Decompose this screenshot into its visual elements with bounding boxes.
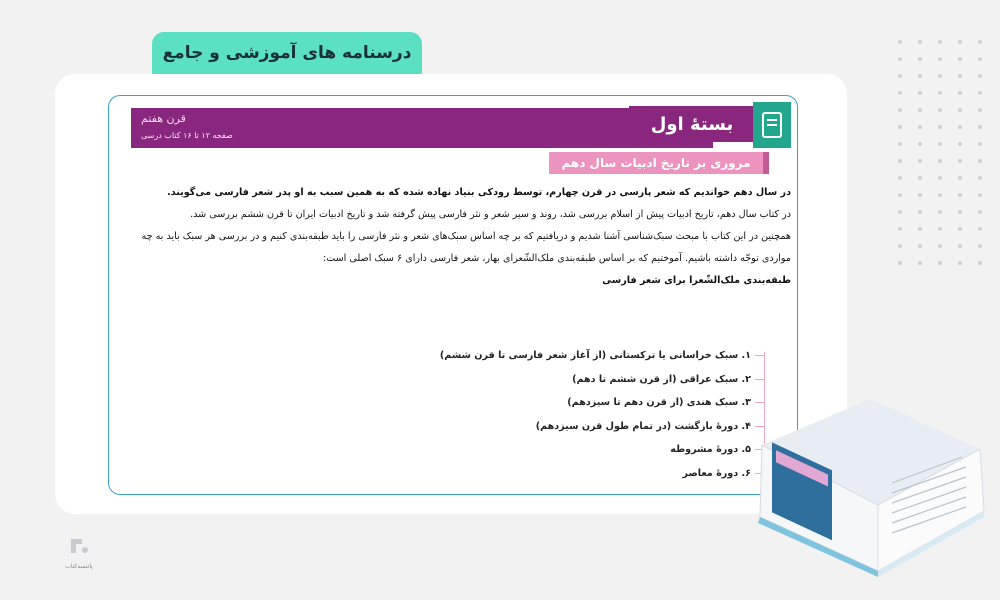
styles-list [377, 344, 757, 485]
list-item: ۲. سبک عراقی (از قرن ششم تا دهم) [377, 368, 757, 392]
publisher-name: پاتنسه‌کتاب [65, 563, 93, 570]
list-item: ۳. سبک هندی (از قرن دهم تا سیزدهم) [377, 391, 757, 415]
book-cover-illustration [752, 385, 992, 585]
pages-label: صفحه ۱۲ تا ۱۶ کتاب درسی [141, 131, 233, 140]
list-item: ۱. سبک خراسانی یا ترکستانی (از آغاز شعر فارسی تا قرن ششم) [377, 344, 757, 368]
paragraph-2: در کتاب سال دهم، تاریخ ادبیات پیش از اسلام بررسی شد، روند و سیر شعر و نثر فارسی پیش گرفته شد و تاریخ ادبیات ایران تا قرن ششم بررسی شد. [190, 209, 791, 220]
publisher-logo-icon [68, 535, 90, 557]
page-title: درسنامه های آموزشی و جامع [152, 32, 422, 74]
list-item: ۶. دورهٔ معاصر [377, 462, 757, 486]
list-item: ۴. دورهٔ بازگشت (در تمام طول قرن سیزدهم) [377, 415, 757, 439]
subtitle-edge [763, 152, 769, 174]
book-page-preview [108, 95, 798, 495]
paragraph-3: همچنین در این کتاب با مبحث سبک‌شناسی آشنا شدیم و دریافتیم که بر چه اساس سبک‌های شعر و نثر فارسی را باید طبقه‌بندی کنیم و در بررسی هر سبک باید به چه مواردی توجّه داشته باشیم. آموختیم که بر اساس طبقه‌بندی ملک‌الشّعرای بهار، شعر فارسی دارای ۶ سبک اصلی است: [141, 231, 791, 264]
section-subtitle: مروری بر تاریخ ادبیات سال دهم [549, 152, 763, 174]
list-heading: طبقه‌بندی ملک‌الشّعرا برای شعر فارسی [602, 275, 791, 286]
decorative-dot-grid [896, 40, 982, 265]
section-title: بستهٔ اول [629, 106, 755, 142]
publisher-logo [60, 535, 98, 570]
book-icon [753, 102, 791, 148]
paragraph-1: در سال دهم خواندیم که شعر پارسی در قرن چهارم، توسط رودکی بنیاد نهاده شده که به همین سبب به او پدر شعر فارسی می‌گویند. [167, 187, 791, 198]
body-text [125, 182, 791, 292]
century-label: قرن هفتم [141, 112, 186, 125]
list-item: ۵. دورهٔ مشروطه [377, 438, 757, 462]
page-header-bar [131, 108, 713, 148]
